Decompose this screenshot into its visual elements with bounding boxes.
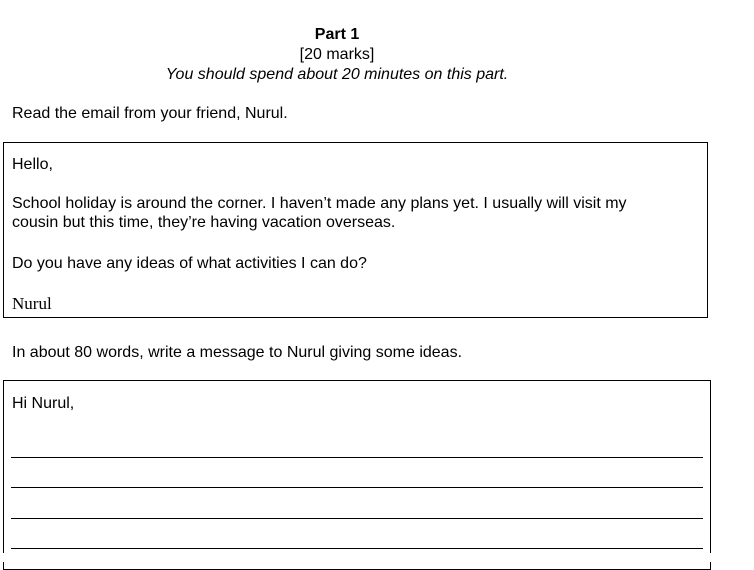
page-cutoff bbox=[0, 553, 754, 562]
email-paragraph-1-line-2: cousin but this time, they’re having vacation overseas. bbox=[12, 214, 396, 231]
email-paragraph-2: Do you have any ideas of what activities I can do? bbox=[12, 255, 367, 272]
writing-line[interactable] bbox=[11, 548, 703, 549]
time-instruction: You should spend about 20 minutes on this part. bbox=[165, 66, 509, 83]
email-box bbox=[3, 142, 708, 318]
writing-line[interactable] bbox=[11, 457, 703, 458]
email-signoff: Nurul bbox=[12, 294, 52, 313]
marks-label: [20 marks] bbox=[299, 46, 375, 63]
email-greeting: Hello, bbox=[12, 156, 53, 173]
task-text: In about 80 words, write a message to Nurul giving some ideas. bbox=[12, 344, 463, 361]
writing-line[interactable] bbox=[11, 487, 703, 488]
writing-line[interactable] bbox=[11, 518, 703, 519]
email-paragraph-1-line-1: School holiday is around the corner. I haven’t made any plans yet. I usually will visit my bbox=[12, 195, 627, 212]
answer-greeting: Hi Nurul, bbox=[12, 395, 75, 412]
part-title: Part 1 bbox=[314, 26, 360, 43]
answer-box[interactable] bbox=[3, 380, 711, 570]
intro-text: Read the email from your friend, Nurul. bbox=[12, 105, 288, 122]
